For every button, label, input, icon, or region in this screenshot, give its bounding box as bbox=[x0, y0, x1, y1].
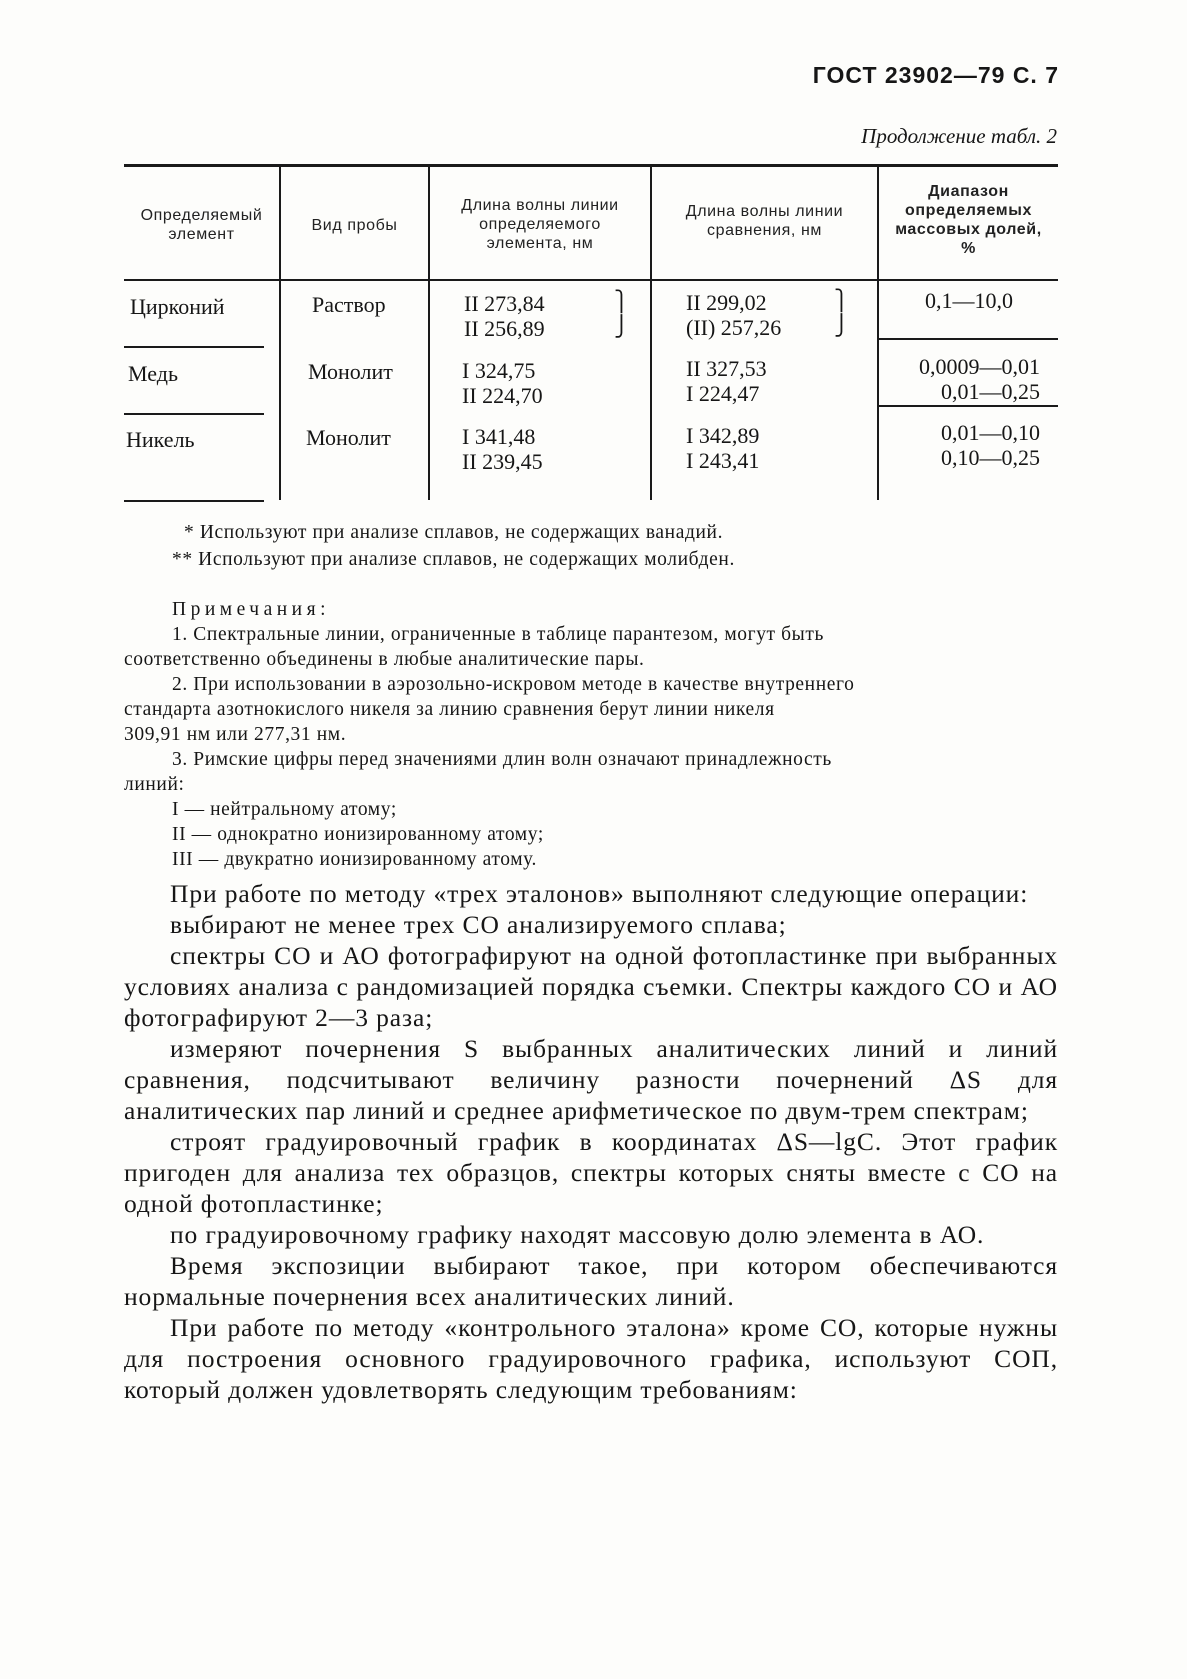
header-element: Определяемый элемент bbox=[140, 207, 263, 243]
paragraph: по градуировочному графику находят массовую долю элемента в АО. bbox=[170, 1220, 985, 1249]
note-line: 3. Римские цифры перед значениями длин волн означают принадлежность bbox=[172, 749, 832, 770]
row-divider bbox=[878, 338, 1058, 340]
row-divider bbox=[878, 405, 1058, 407]
cell-wavelength-cmp: II 327,53 I 224,47 bbox=[686, 356, 767, 406]
cell-range: 0,01—0,10 0,10—0,25 bbox=[941, 420, 1040, 470]
cell-element: Цирконий bbox=[130, 294, 225, 319]
row-divider bbox=[124, 346, 264, 348]
header-wavelength-determined: Длина волны линии определяемого элемента, нм bbox=[461, 197, 619, 252]
paragraph: При работе по методу «контрольного эталона» кроме СО, которые нужны для построения основного градуировочного графика, используют СОП, который должен удовлетворять следующим требованиям: bbox=[124, 1313, 1058, 1404]
cell-wavelength-cmp: I 342,89 I 243,41 bbox=[686, 423, 760, 473]
note-line: линий: bbox=[124, 774, 185, 795]
data-table bbox=[124, 164, 1058, 502]
paragraph: Время экспозиции выбирают такое, при котором обеспечиваются нормальные почернения всех аналитических линий. bbox=[124, 1251, 1058, 1311]
header-sample-type: Вид пробы bbox=[311, 217, 398, 234]
table-bottom-rule bbox=[124, 500, 264, 502]
paragraph: строят градуировочный график в координатах ΔS—lgC. Этот график пригоден для анализа тех образцов, спектры которых сняты вместе с СО на одной фотопластинке; bbox=[124, 1127, 1058, 1218]
body-text bbox=[124, 878, 1058, 1405]
paragraph: выбирают не менее трех СО анализируемого сплава; bbox=[170, 910, 787, 939]
cell-wavelength-cmp: II 299,02 (II) 257,26 bbox=[686, 290, 782, 340]
table-top-rule bbox=[124, 164, 1058, 167]
cell-element: Медь bbox=[128, 361, 178, 386]
cell-element: Никель bbox=[126, 427, 195, 452]
table-continuation-label: Продолжение табл. 2 bbox=[861, 124, 1057, 148]
note-line: соответственно объединены в любые аналитические пары. bbox=[124, 649, 645, 670]
footnote: ** Используют при анализе сплавов, не содержащих молибден. bbox=[172, 549, 735, 570]
footnote: * Используют при анализе сплавов, не содержащих ванадий. bbox=[184, 522, 724, 543]
row-divider bbox=[124, 413, 264, 415]
cell-range: 0,0009—0,01 0,01—0,25 bbox=[919, 354, 1040, 404]
paragraph: измеряют почернения S выбранных аналитических линий и линий сравнения, подсчитывают величину разности почернений ΔS для аналитических пар линий и среднее арифметическое по двум-трем спектрам; bbox=[124, 1034, 1058, 1125]
note-line: I — нейтральному атому; bbox=[172, 799, 397, 820]
note-line: стандарта азотнокислого никеля за линию сравнения берут линии никеля bbox=[124, 699, 775, 720]
cell-range: 0,1—10,0 bbox=[925, 288, 1013, 313]
cell-wavelength-det: I 324,75 II 224,70 bbox=[462, 358, 543, 408]
page-header: ГОСТ 23902—79 С. 7 bbox=[812, 62, 1059, 88]
cell-sample: Монолит bbox=[308, 359, 393, 384]
table-header-rule bbox=[124, 279, 1058, 281]
paragraph: спектры СО и АО фотографируют на одной фотопластинке при выбранных условиях анализа с рандомизацией порядка съемки. Спектры каждого СО и АО фотографируют 2—3 раза; bbox=[124, 941, 1058, 1032]
cell-sample: Раствор bbox=[312, 292, 386, 317]
note-line: 1. Спектральные линии, ограниченные в таблице парантезом, могут быть bbox=[172, 624, 824, 645]
note-line: 309,91 нм или 277,31 нм. bbox=[124, 724, 347, 745]
cell-wavelength-det: I 341,48 II 239,45 bbox=[462, 424, 543, 474]
paragraph: При работе по методу «трех эталонов» выполняют следующие операции: bbox=[170, 879, 1029, 908]
header-wavelength-comparison: Длина волны линии сравнения, нм bbox=[685, 203, 844, 239]
notes-title: Примечания: bbox=[172, 599, 330, 620]
note-line: II — однократно ионизированному атому; bbox=[172, 824, 544, 845]
note-line: 2. При использовании в аэрозольно-искровом методе в качестве внутреннего bbox=[172, 674, 855, 695]
cell-wavelength-det: II 273,84 II 256,89 bbox=[464, 291, 545, 341]
parenthesis-brace: ⎫ ⎭ bbox=[614, 291, 629, 338]
header-range: Диапазон определяемых массовых долей, % bbox=[895, 183, 1042, 257]
cell-sample: Монолит bbox=[306, 425, 391, 450]
parenthesis-brace: ⎫ ⎭ bbox=[834, 290, 849, 337]
note-line: III — двукратно ионизированному атому. bbox=[172, 849, 538, 870]
